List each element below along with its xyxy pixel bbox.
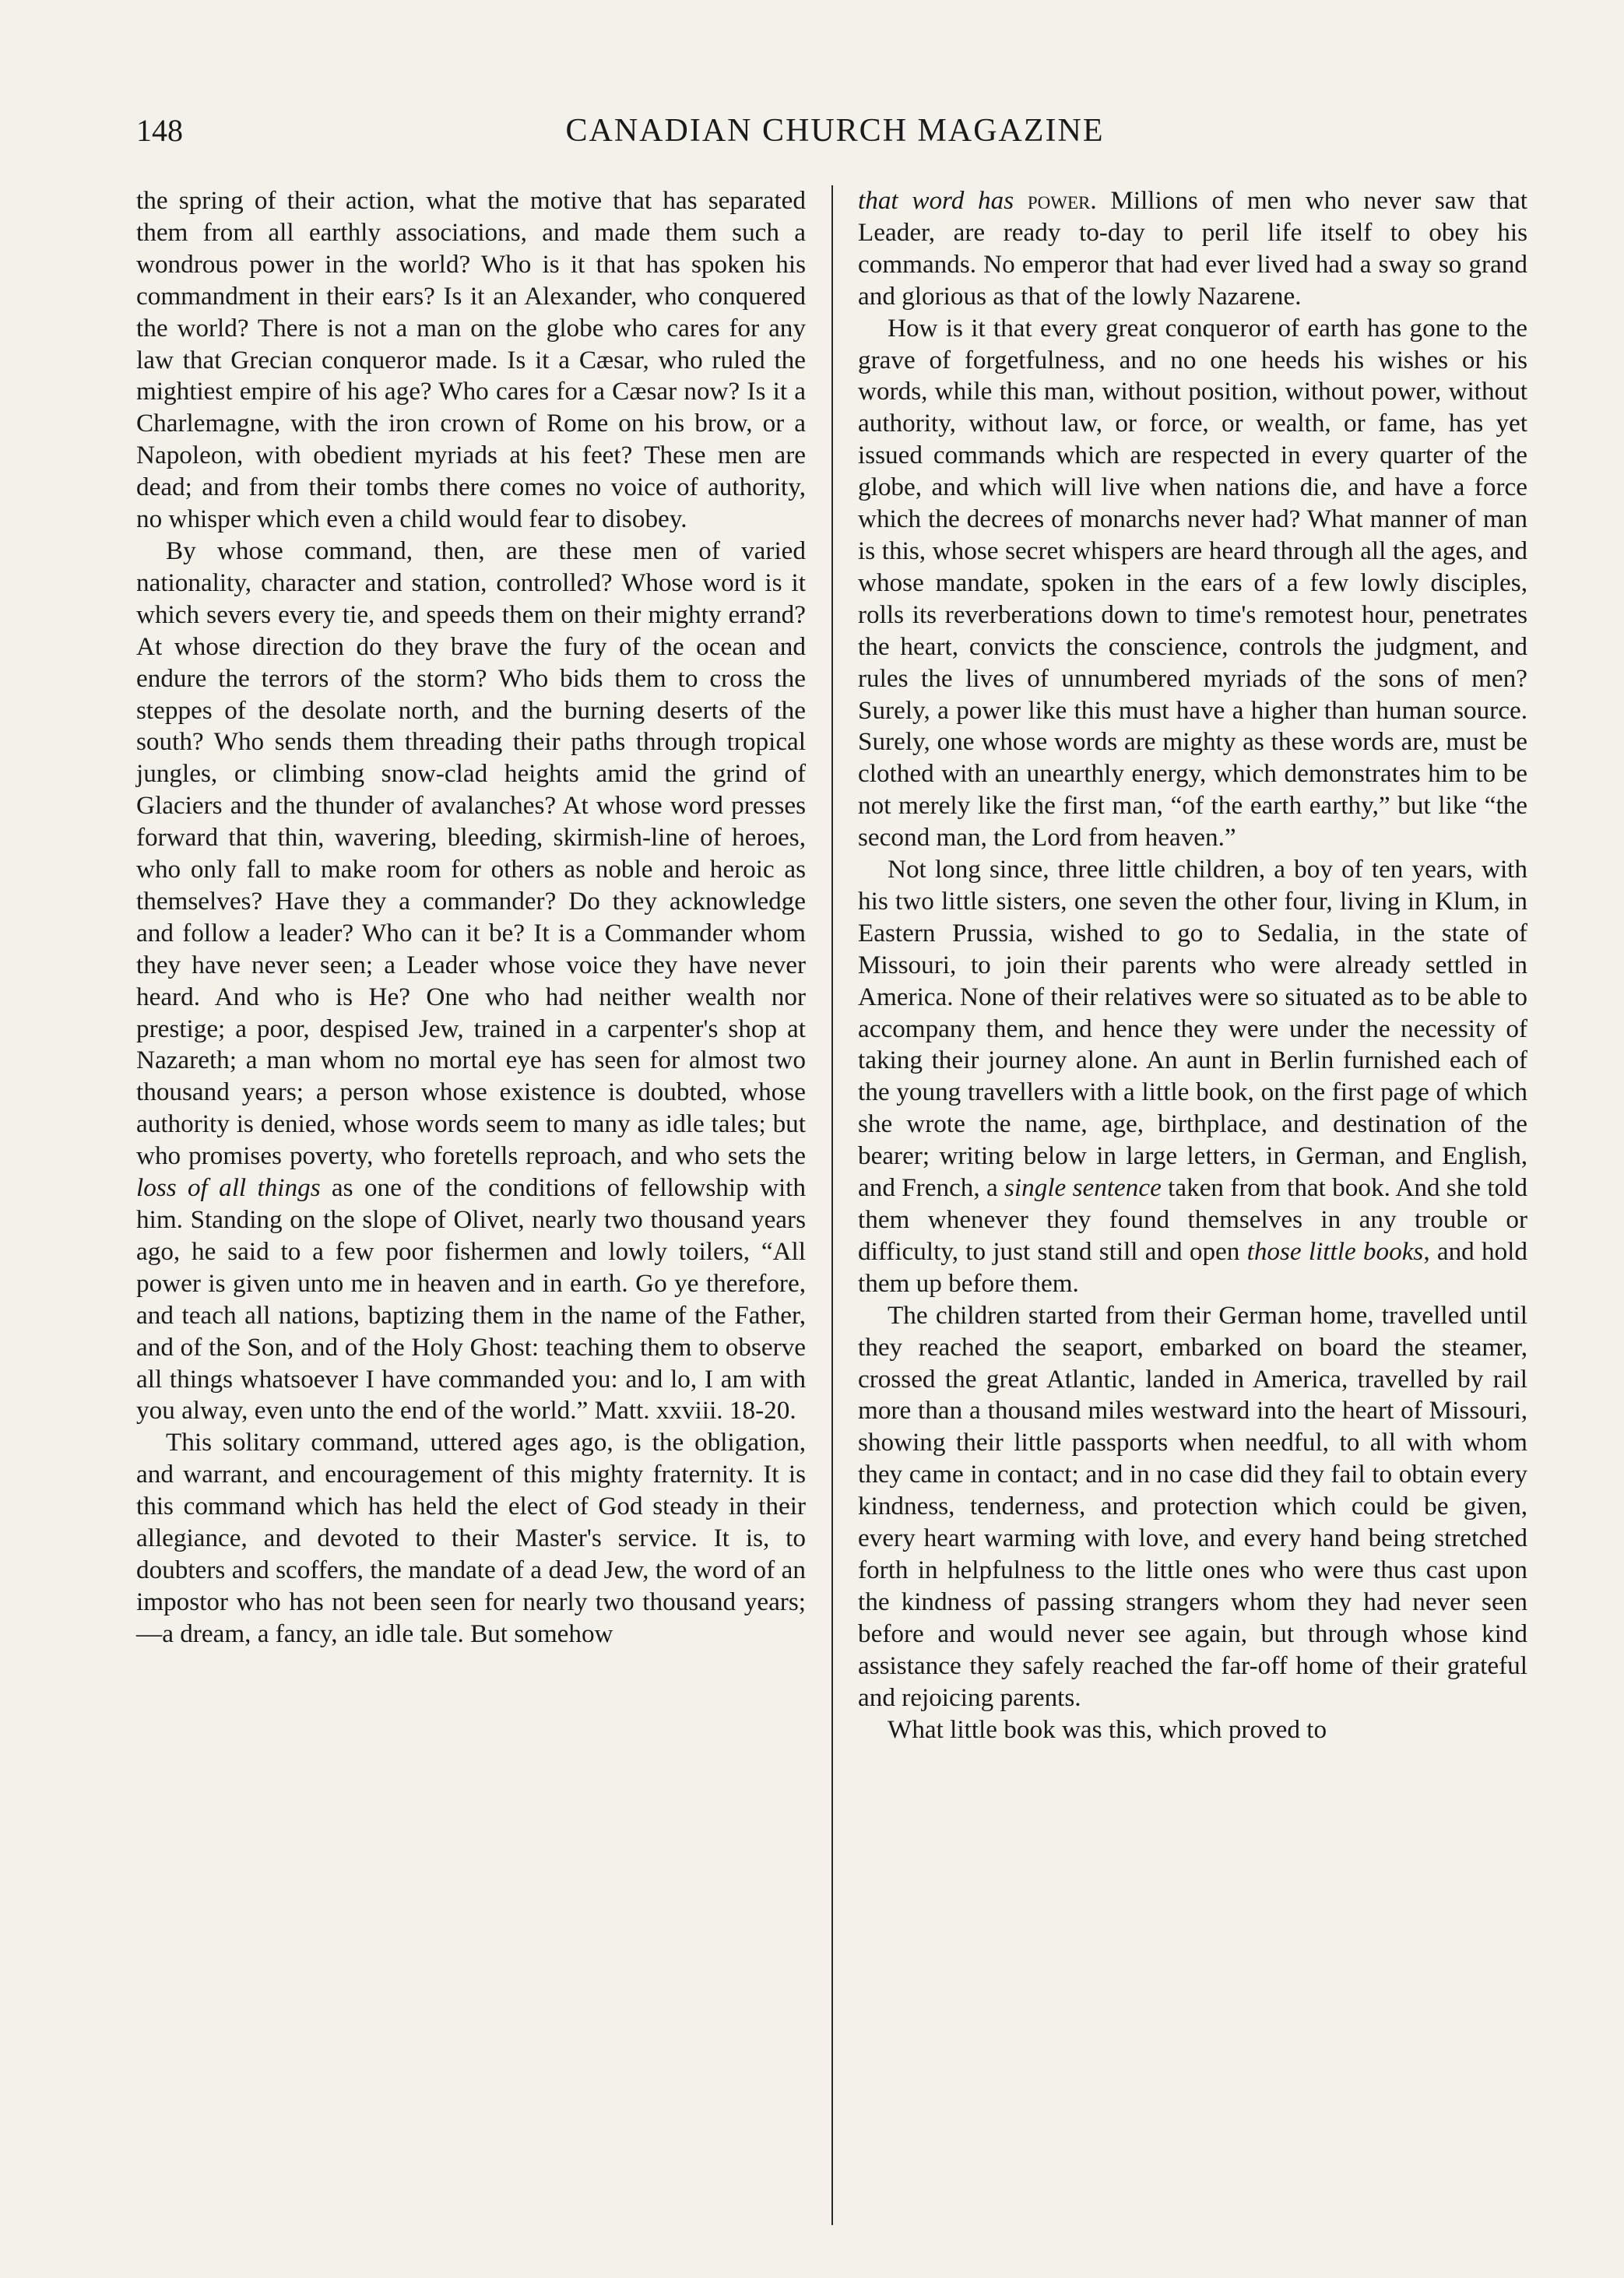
column-divider (831, 185, 833, 2225)
paragraph (858, 313, 1527, 854)
paragraph (136, 536, 806, 1427)
paragraph (858, 1300, 1527, 1714)
emphasis-text: single sentence (1004, 1173, 1162, 1203)
paragraph-text: Not long since, three little children, a boy of ten years, with his two little sisters, one seven the other four, living in Klum, in Eastern Prussia, wished to go to Sedalia, in the state of Missouri, to join their parents who were already settled in America. None of their relatives were so situated as to be able to accompany them, and hence they were under the necessity of taking their journey alone. An aunt in Berlin furnished each of the young travellers with a little book, on the first page of which she wrote the name, age, birthplace, and destination of the bearer; writing below in large letters, in German, and English, and French, a (858, 855, 1527, 1203)
paragraph-text: By whose command, then, are these men of varied nationality, character and station, controlled? Whose word is it which severs every tie, and speeds them on their mighty errand? At whose direction do they brave the fury of the ocean and endure the terrors of the storm? Who bids them to cross the steppes of the desolate north, and the burning deserts of the south? Who sends them threading their paths through tropical jungles, or climbing snow-clad heights amid the grind of Glaciers and the thunder of avalanches? At whose word presses forward that thin, wavering, bleeding, skirmish-line of heroes, who only fall to make room for others as noble and heroic as themselves? Have they a commander? Do they acknowledge and follow a leader? Who can it be? It is a Commander whom they have never seen; a Leader whose voice they have never heard. And who is He? One who had neither wealth nor prestige; a poor, despised Jew, trained in a carpenter's shop at Nazareth; a man whom no mortal eye has seen for almost two thousand years; a person whose existence is doubted, whose authority is denied, whose words seem to many as idle tales; but who promises poverty, who foretells reproach, and who sets the (136, 536, 806, 1171)
paragraph (136, 1427, 806, 1650)
paragraph (858, 854, 1527, 1300)
paragraph-text: , and hold them up before them. (858, 1236, 1527, 1298)
paragraph (858, 185, 1527, 313)
left-column (136, 185, 806, 1650)
emphasis-text: those little books (1246, 1236, 1424, 1266)
page-header (136, 107, 1534, 154)
paragraph-text: What little book was this, which proved to (888, 1714, 1327, 1744)
emphasis-text: that word has (858, 186, 1014, 215)
paragraph-text: the spring of their action, what the motive that has separated them from all earthly associations, and made them such a wondrous power in the world? Who is it that has spoken his commandment in their ears? Is it an Alexander, who conquered the world? There is not a man on the globe who cares for any law that Grecian conqueror made. Is it a Cæsar, who ruled the mightiest empire of his age? Who cares for a Cæsar now? Is it a Charlemagne, with the iron crown of Rome on his brow, or a Napoleon, with obedient myriads at his feet? These men are dead; and from their tombs there comes no voice of authority, no whisper which even a child would fear to disobey. (136, 186, 806, 534)
paragraph-text: taken from that book. And she told them whenever they found themselves in any trouble or difficulty, to just stand still and open (858, 1173, 1527, 1266)
paragraph (858, 1714, 1527, 1746)
article-body (136, 185, 1534, 2225)
paragraph-text: How is it that every great conqueror of earth has gone to the grave of forgetfulness, and no one heeds his wishes or his words, while this man, without position, without power, without authority, without law, or force, or wealth, or fame, has yet issued commands which are respected in every quarter of the globe, and which will live when nations die, and have a force which the decrees of monarchs never had? What manner of man is this, whose secret whispers are heard through all the ages, and whose mandate, spoken in the ears of a few lowly disciples, rolls its reverberations down to time's remotest hour, penetrates the heart, convicts the conscience, controls the judgment, and rules the lives of unnumbered myriads of the sons of men? Surely, a power like this must have a higher than human source. Surely, one whose words are mighty as these words are, must be clothed with an unearthly energy, which demonstrates him to be not merely like the first man, “of the earth earthy,” but like “the second man, the Lord from heaven.” (858, 313, 1527, 852)
paragraph (136, 185, 806, 536)
small-caps-text: power. (1027, 186, 1097, 215)
page-number: 148 (136, 113, 183, 148)
paragraph-text: This solitary command, uttered ages ago, is the obligation, and warrant, and encouragement of this mighty fraternity. It is this command which has held the elect of God steady in their allegiance, and devoted to their Master's service. It is, to doubters and scoffers, the mandate of a dead Jew, the word of an impostor who has not been seen for nearly two thousand years;—a dream, a fancy, an idle tale. But somehow (136, 1428, 806, 1648)
paragraph-text: Millions of men who never saw that Leader, are ready to-day to peril life itself to obey his commands. No emperor that had ever lived had a sway so grand and glorious as that of the lowly Nazarene. (858, 186, 1528, 311)
paragraph-text: as one of the conditions of fellowship with him. Standing on the slope of Olivet, nearly two thousand years ago, he said to a few poor fishermen and lowly toilers, “All power is given unto me in heaven and in earth. Go ye therefore, and teach all nations, baptizing them in the name of the Father, and of the Son, and of the Holy Ghost: teaching them to observe all things whatsoever I have commanded you: and lo, I am with you alway, even unto the end of the world.” Matt. xxviii. 18-20. (136, 1173, 806, 1426)
right-column (858, 185, 1527, 1745)
paragraph-text: The children started from their German home, travelled until they reached the seaport, embarked on board the steamer, crossed the great Atlantic, landed in America, travelled by rail more than a thousand miles westward into the heart of Missouri, showing their little passports when needful, to all with whom they came in contact; and in no case did they fail to obtain every kindness, tenderness, and protection which could be given, every heart warming with love, and every hand being stretched forth in helpfulness to the little ones who were thus cast upon the kindness of passing strangers whom they had never seen before and would never see again, but through whose kind assistance they safely reached the far-off home of their grateful and rejoicing parents. (858, 1300, 1527, 1712)
emphasis-text: loss of all things (136, 1173, 321, 1203)
magazine-title: CANADIAN CHURCH MAGAZINE (565, 113, 1105, 149)
